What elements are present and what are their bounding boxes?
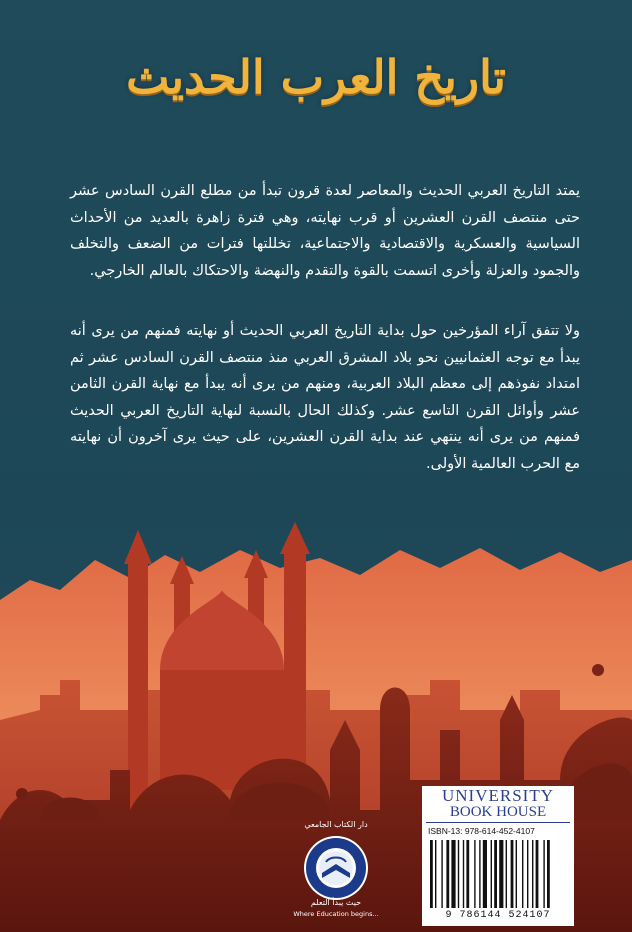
publisher-line-1: UNIVERSITY	[442, 786, 554, 805]
description-paragraph-1	[70, 178, 580, 284]
publisher-logo	[292, 818, 380, 926]
barcode-panel	[422, 786, 574, 926]
publisher-arabic-slogan: حيث يبدأ التعلم	[310, 898, 362, 907]
book-title: تاريخ العرب الحديث	[126, 50, 506, 104]
publisher-english-slogan: Where Education begins...	[293, 910, 379, 918]
paragraph-2-text: ولا تتفق آراء المؤرخين حول بداية التاريخ العربي الحديث أو نهايته فمنهم من يرى أنه يبدأ مع توجه العثمانيين نحو بلاد المشرق العربي منذ منتصف القرن السادس عشر ثم امتداد نفوذهم إلى معظم البلاد العربية، ومنهم من يرى أنه يبدأ مع نهاية القرن الثامن عشر وأوائل القرن التاسع عشر. وكذلك الحال بالنسبة لنهاية التاريخ العربي الحديث فمنهم من يرى أنه ينتهي عند بداية القرن العشرين، على حيث يرى آخرون أن نهايته مع الحرب العالمية الأولى.	[70, 323, 580, 472]
isbn-text: ISBN-13: 978-614-452-4107	[428, 826, 535, 836]
barcode-digits: 9 786144 524107	[445, 910, 551, 921]
publisher-line-2: BOOK HOUSE	[449, 804, 547, 820]
divider	[426, 822, 570, 823]
barcode-bars	[428, 840, 568, 910]
paragraph-1-text: يمتد التاريخ العربي الحديث والمعاصر لعدة قرون تبدأ من مطلع القرن السادس عشر حتى منتصف القرن العشرين أو قرب نهايته، وهي فترة زاهرة بالعديد من الأحداث السياسية والعسكرية والاقتصادية والاجتماعية، تخللتها فترات من الضعف والتخلف والجمود والعزلة وأخرى اتسمت بالقوة والتقدم والنهضة والاحتكاك بالعالم الخارجي.	[70, 183, 580, 279]
publisher-arabic-name: دار الكتاب الجامعي	[304, 820, 368, 829]
description-paragraph-2	[70, 318, 580, 477]
